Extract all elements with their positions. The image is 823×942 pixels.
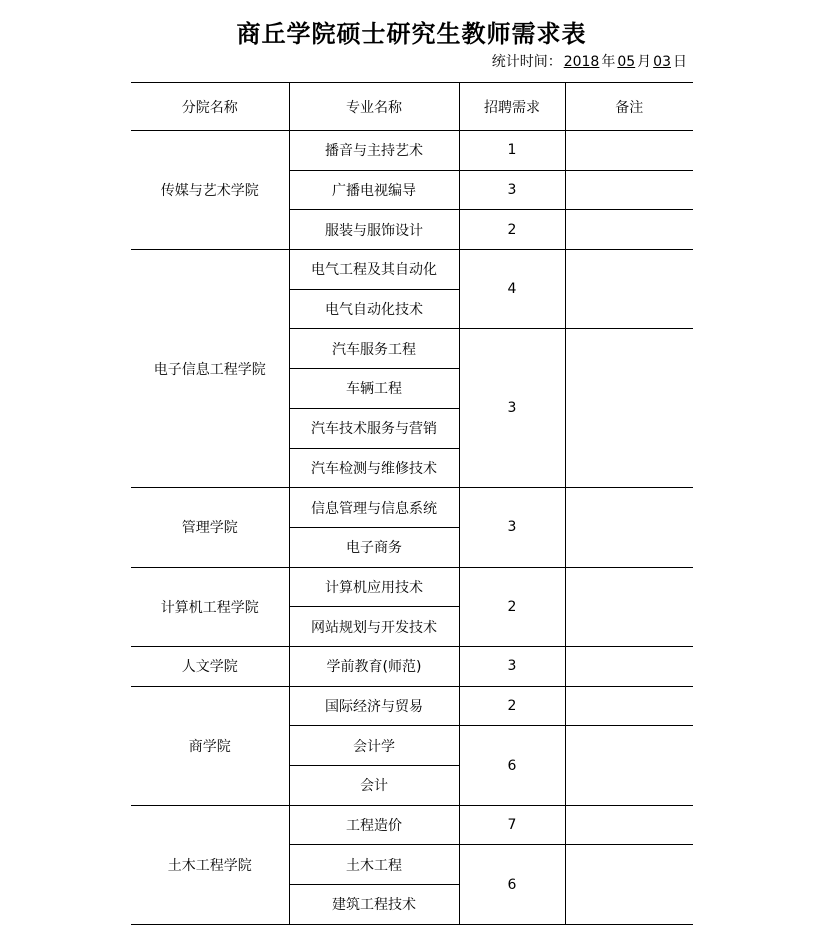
major-cell: 广播电视编导 <box>289 170 459 210</box>
major-cell: 电气自动化技术 <box>289 289 459 329</box>
day-unit: 日 <box>673 54 687 70</box>
college-cell: 电子信息工程学院 <box>131 250 289 488</box>
major-cell: 服装与服饰设计 <box>289 210 459 250</box>
college-cell: 管理学院 <box>131 488 289 567</box>
table-row <box>131 567 693 607</box>
remark-cell <box>565 250 693 329</box>
table-row <box>131 686 693 726</box>
major-cell: 土木工程 <box>289 845 459 885</box>
major-cell: 学前教育(师范) <box>289 646 459 686</box>
major-cell: 汽车检测与维修技术 <box>289 448 459 488</box>
table-row <box>131 488 693 528</box>
remark-cell <box>565 131 693 171</box>
statistics-date-label: 统计时间： <box>491 54 562 70</box>
table-row <box>131 646 693 686</box>
demand-table <box>131 82 693 925</box>
demand-cell: 1 <box>459 131 565 171</box>
demand-cell: 4 <box>459 250 565 329</box>
demand-cell: 2 <box>459 567 565 646</box>
major-cell: 建筑工程技术 <box>289 885 459 925</box>
major-cell: 信息管理与信息系统 <box>289 488 459 528</box>
major-cell: 计算机应用技术 <box>289 567 459 607</box>
header-major: 专业名称 <box>289 83 459 131</box>
demand-cell: 6 <box>459 726 565 805</box>
statistics-day: 03 <box>653 54 671 70</box>
demand-cell: 3 <box>459 646 565 686</box>
demand-cell: 2 <box>459 210 565 250</box>
remark-cell <box>565 686 693 726</box>
header-remark: 备注 <box>565 83 693 131</box>
major-cell: 工程造价 <box>289 805 459 845</box>
remark-cell <box>565 805 693 845</box>
major-cell: 车辆工程 <box>289 369 459 409</box>
demand-cell: 6 <box>459 845 565 924</box>
major-cell: 汽车技术服务与营销 <box>289 408 459 448</box>
statistics-year: 2018 <box>563 54 600 70</box>
table-row <box>131 131 693 171</box>
major-cell: 汽车服务工程 <box>289 329 459 369</box>
header-college: 分院名称 <box>131 83 289 131</box>
statistics-month: 05 <box>617 54 636 70</box>
remark-cell <box>565 170 693 210</box>
month-unit: 月 <box>637 54 652 70</box>
major-cell: 会计学 <box>289 726 459 766</box>
remark-cell <box>565 845 693 924</box>
remark-cell <box>565 567 693 646</box>
major-cell: 播音与主持艺术 <box>289 131 459 171</box>
demand-cell: 3 <box>459 170 565 210</box>
demand-cell: 7 <box>459 805 565 845</box>
statistics-date <box>492 51 687 71</box>
header-demand: 招聘需求 <box>459 83 565 131</box>
major-cell: 国际经济与贸易 <box>289 686 459 726</box>
remark-cell <box>565 726 693 805</box>
table-row <box>131 805 693 845</box>
remark-cell <box>565 329 693 488</box>
college-cell: 人文学院 <box>131 646 289 686</box>
demand-cell: 2 <box>459 686 565 726</box>
college-cell: 商学院 <box>131 686 289 805</box>
major-cell: 网站规划与开发技术 <box>289 607 459 647</box>
major-cell: 电气工程及其自动化 <box>289 250 459 290</box>
demand-cell: 3 <box>459 488 565 567</box>
page-title: 商丘学院硕士研究生教师需求表 <box>236 19 587 48</box>
college-cell: 传媒与艺术学院 <box>131 131 289 250</box>
remark-cell <box>565 210 693 250</box>
year-unit: 年 <box>601 54 616 70</box>
college-cell: 土木工程学院 <box>131 805 289 924</box>
major-cell: 会计 <box>289 766 459 806</box>
major-cell: 电子商务 <box>289 527 459 567</box>
demand-cell: 3 <box>459 329 565 488</box>
remark-cell <box>565 488 693 567</box>
table-header-row <box>131 83 693 131</box>
remark-cell <box>565 646 693 686</box>
table-row <box>131 250 693 290</box>
college-cell: 计算机工程学院 <box>131 567 289 646</box>
